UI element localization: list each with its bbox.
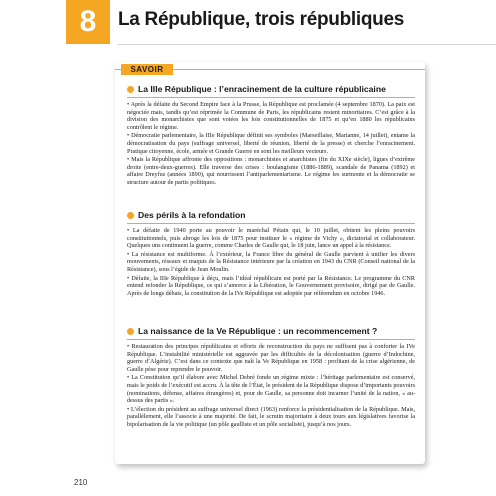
- section-perils-refoundation: [127, 208, 415, 298]
- orange-dot-icon: [127, 328, 134, 335]
- orange-dot-icon: [127, 212, 134, 219]
- title-divider: [118, 44, 496, 45]
- section-heading: [127, 324, 415, 338]
- paragraph: • La Constitution qu’il élabore avec Michel Debré fonde un régime mixte : l’héritage parlementaire est conservé, mais le poids de l’exécutif est accru. À la tête de l’État, le président de la République dispose d’importants pouvoirs (nominations, défense, affaires étrangères) et, pour de Gaulle, sa personne doit incarner l’unité de la nation, « au-dessus des partis ».: [127, 374, 415, 405]
- paragraph: • Mais la République affronte des oppositions : monarchistes et anarchistes (fin du XIXe siècle), ligues d’extrême droite (entre-deux-guerres). Elle traverse des crises : boulangisme (1886-1889), scandale de Panama (1892) et affaire Dreyfus (années 1890), qui nourrissent l’antiparlementarisme. Le régime les surmonte et la démocratie se structure autour de partis politiques.: [127, 156, 415, 186]
- section-heading: [127, 82, 415, 96]
- section-rule: [127, 339, 415, 340]
- savoir-tab: SAVOIR: [121, 64, 173, 75]
- savoir-panel: [115, 62, 425, 464]
- section-title: La naissance de la Ve République : un recommencement ?: [138, 326, 378, 336]
- paragraph: • Restauration des principes républicains et efforts de reconstruction du pays ne suffisent pas à conforter la IVe République. L’instabilité ministérielle est aggravée par les difficultés de la décolonisation (guerre d’Indochine, guerre d’Algérie). C’est dans ce contexte que naît la Ve République en 1958 : profitant de la crise algérienne, de Gaulle pèse pour reprendre le pouvoir.: [127, 343, 415, 373]
- chapter-number-badge: 8: [66, 0, 110, 44]
- section-third-republic: [127, 82, 415, 188]
- section-rule: [127, 97, 415, 98]
- chapter-title: La République, trois républiques: [118, 9, 404, 30]
- paragraph: • Après la défaite du Second Empire face à la Prusse, la République est proclamée (4 septembre 1870). La paix est négociée mais, tandis qu’est réprimée la Commune de Paris, les républicains restent minoritaires. C’est grâce à la division des monarchistes que sont votées les lois constitutionnelles de 1875 et qu’en 1880 les républicains contrôlent le régime.: [127, 101, 415, 131]
- paragraph: • L’élection du président au suffrage universel direct (1963) renforce la présidentialisation de la République. Mais, parallèlement, elle l’associe à une majorité. De fait, le scrutin majoritaire à deux tours aux législatives favorise la bipolarisation de la vie politique (un pôle gaulliste et un pôle socialiste), jusqu’à nos jours.: [127, 405, 415, 428]
- page-number: 210: [74, 478, 88, 487]
- section-rule: [127, 223, 415, 224]
- paragraph: • La résistance est multiforme. À l’extérieur, la France libre du général de Gaulle parvient à unifier les divers mouvements, réseaux et maquis de la Résistance intérieure par la création en 1943 du CNR (Conseil national de la Résistance), sous l’égide de Jean Moulin.: [127, 250, 415, 273]
- section-fifth-republic: [127, 324, 415, 430]
- orange-dot-icon: [127, 86, 134, 93]
- section-title: La IIIe République : l’enracinement de la culture républicaine: [138, 84, 386, 94]
- paragraph: • Démocratie parlementaire, la IIIe République définit ses symboles (Marseillaise, Marianne, 14 juillet), entame la démocratisation du pays (suffrage universel, liberté de réunion, liberté de la presse) et cherche l’enracinement. Pratique citoyenne, école, armée et Grande Guerre en sont les meilleurs vecteurs.: [127, 132, 415, 155]
- paragraph: • Défaite, la IIIe République à déçu, mais l’idéal républicain est porté par la Résistance. Le programme du CNR entend refonder la République, ce qui s’amorce à la Libération, le Gouvernement provisoire, dirigé par de Gaulle. Après de longs débats, la constitution de la IVe République est adoptée par référendum en octobre 1946.: [127, 274, 415, 297]
- section-title: Des périls à la refondation: [138, 210, 246, 220]
- section-heading: [127, 208, 415, 222]
- paragraph: • La défaite de 1940 porte au pouvoir le maréchal Pétain qui, le 10 juillet, obtient les pleins pouvoirs constitutionnels, puis abroge les lois de 1875 pour instituer le « régime de Vichy », dictatorial et collaborateur. Quelques uns continuent la guerre, comme Charles de Gaulle qui, le 18 juin, lance un appel à la résistance.: [127, 227, 415, 250]
